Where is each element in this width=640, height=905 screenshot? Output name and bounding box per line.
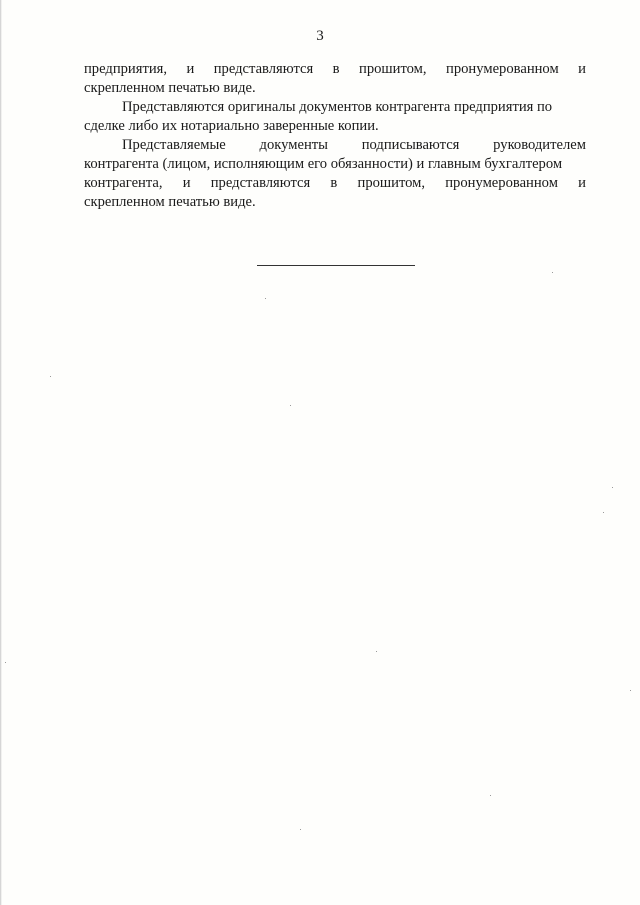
end-separator-line xyxy=(257,265,415,266)
word: руководителем xyxy=(493,137,586,153)
word: и xyxy=(186,61,195,77)
scan-edge-shadow xyxy=(0,0,2,905)
paragraph-1-line-1 xyxy=(84,60,586,79)
word: в xyxy=(332,61,340,77)
paragraph-2-line-2: сделке либо их нотариально заверенные копии. xyxy=(84,118,379,134)
scan-speck xyxy=(612,487,613,488)
word: представляются xyxy=(213,61,314,77)
word: предприятия, xyxy=(84,61,167,77)
paragraph-3 xyxy=(84,136,586,212)
scan-speck xyxy=(490,795,491,796)
scan-speck xyxy=(603,512,604,513)
word: прошитом, xyxy=(357,175,426,191)
paragraph-1-line-2: скрепленном печатью виде. xyxy=(84,80,256,96)
scan-speck xyxy=(300,829,301,830)
paragraph-3-line-1 xyxy=(84,136,586,155)
word: документы xyxy=(259,137,328,153)
paragraph-2-line-1: Представляются оригиналы документов контрагента предприятия по xyxy=(122,99,553,115)
scan-speck xyxy=(552,272,553,273)
word: пронумерованном xyxy=(445,175,558,191)
scan-speck xyxy=(290,405,291,406)
scan-speck xyxy=(50,376,51,377)
paragraph-3-line-2: контрагента (лицом, исполняющим его обязанности) и главным бухгалтером xyxy=(84,156,563,172)
document-body xyxy=(84,60,586,212)
scan-speck xyxy=(376,651,377,652)
word: представляются xyxy=(210,175,311,191)
word: и xyxy=(578,175,586,191)
word: прошитом, xyxy=(359,61,427,77)
page-number: 3 xyxy=(316,28,324,44)
paragraph-3-line-4: скрепленном печатью виде. xyxy=(84,194,256,210)
scan-speck xyxy=(630,690,631,691)
scan-speck xyxy=(5,662,6,663)
scan-speck xyxy=(265,298,266,299)
word: подписываются xyxy=(361,137,460,153)
word: в xyxy=(330,175,338,191)
word: пронумерованном xyxy=(446,61,559,77)
word: контрагента, xyxy=(84,175,163,191)
word: и xyxy=(182,175,191,191)
paragraph-2 xyxy=(84,98,586,136)
paragraph-3-line-3 xyxy=(84,174,586,193)
paragraph-1 xyxy=(84,60,586,98)
word: Представляемые xyxy=(122,137,226,153)
word: и xyxy=(578,61,586,77)
